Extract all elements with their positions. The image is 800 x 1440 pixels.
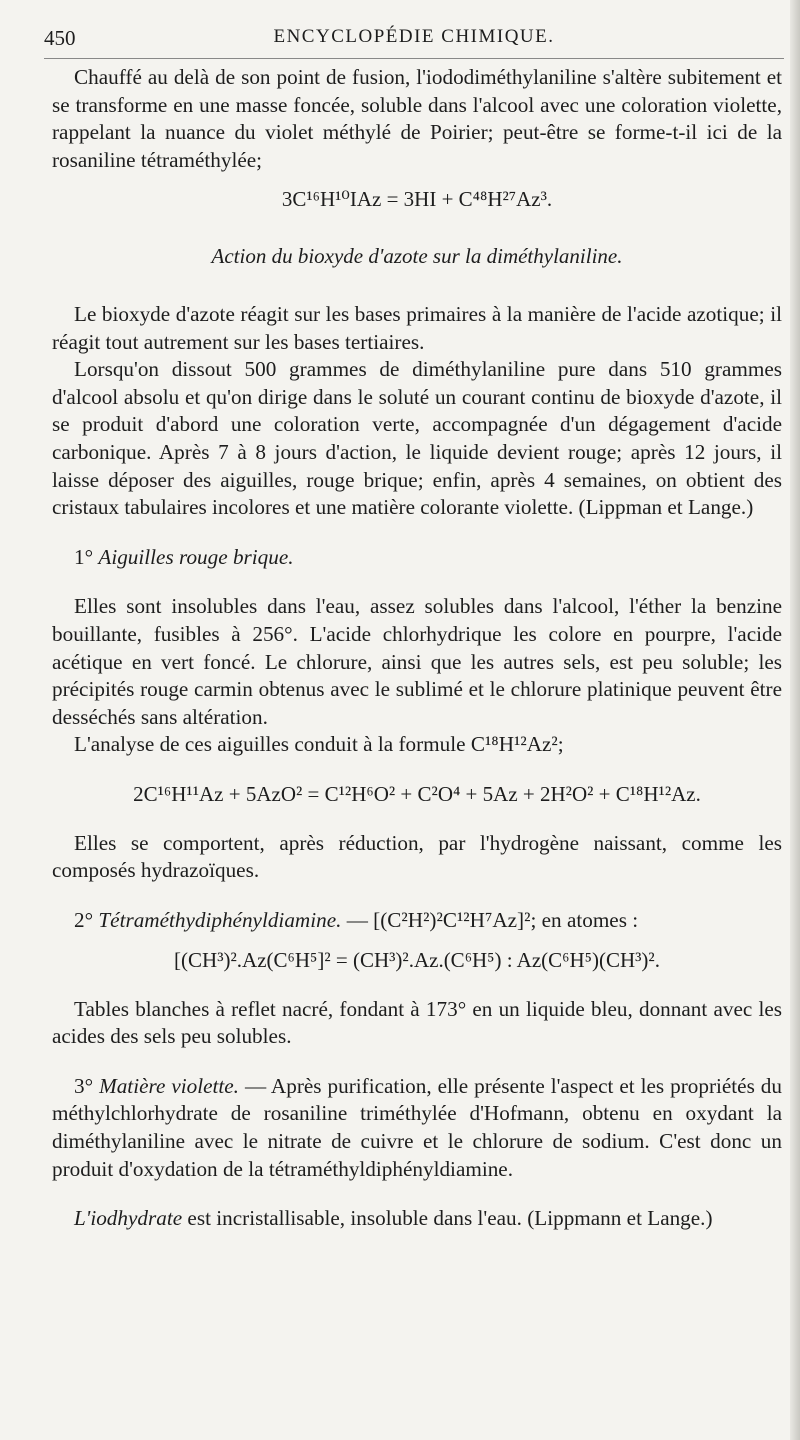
formula-2: 2C¹⁶H¹¹Az + 5AzO² = C¹²H⁶O² + C²O⁴ + 5Az + 2H²O² + C¹⁸H¹²Az.	[133, 781, 701, 806]
paragraph-iododimethylaniline: Chauffé au delà de son point de fusion, l'iododiméthylaniline s'altère subitement et se transforme en une masse foncée, soluble dans l'alcool avec une coloration violette, rappelant la nuance du violet méthylé de Poirier; peut-être se forme-t-il ici de la rosaniline tétraméthylée;	[52, 65, 782, 172]
section-heading: Action du bioxyde d'azote sur la diméthylaniline.	[211, 244, 623, 269]
paragraph-analyse: L'analyse de ces aiguilles conduit à la formule C¹⁸H¹²Az²;	[74, 732, 564, 757]
subheading-title: Aiguilles rouge brique.	[98, 544, 294, 569]
paragraph-dissolution: Lorsqu'on dissout 500 grammes de diméthylaniline pure dans 510 grammes d'alcool absolu et qu'on dirige dans le soluté un courant continu de bioxyde d'azote, il se produit d'abord une coloration verte, accompagnée d'un dégagement d'acide carbonique. Après 7 à 8 jours d'action, le liquide devient rouge; après 12 jours, il laisse déposer des aiguilles, rouge brique; enfin, après 4 semaines, on obtient des cristaux tabulaires incolores et une matière colorante violette. (Lippman et Lange.)	[52, 357, 782, 520]
subheading-aiguilles	[52, 544, 782, 572]
paragraph-iodhydrate	[52, 1205, 782, 1233]
paragraph-tables-blanches: Tables blanches à reflet nacré, fondant à 173° en un liquide bleu, donnant avec les acides des sels peu solubles.	[52, 996, 782, 1049]
formula-3: [(CH³)².Az(C⁶H⁵]² = (CH³)².Az.(C⁶H⁵) : Az(C⁶H⁵)(CH³)².	[174, 947, 660, 972]
page-header	[44, 26, 784, 56]
page-edge-shadow	[790, 0, 800, 1440]
subheading-number: 2°	[74, 908, 94, 933]
page-body	[52, 64, 782, 1233]
paragraph-text: — Après purification, elle présente l'aspect et les propriétés du méthylchlorhydrate de rosaniline triméthylée d'Hofmann, obtenu en oxydant la diméthylaniline avec le nitrate de cuivre et le chlorure de sodium. C'est donc un produit d'oxydation de la tétraméthyldiphényldiamine.	[52, 1073, 782, 1181]
paragraph-aiguilles-properties: Elles sont insolubles dans l'eau, assez solubles dans l'alcool, l'éther la benzine bouillante, fusibles à 256°. L'acide chlorhydrique les colore en pourpre, l'acide acétique en vert foncé. Le chlorure, ainsi que les autres sels, est peu soluble; les précipités rouge carmin obtenus avec le sublimé et le chlorure platinique peuvent être desséchés sans altération.	[52, 594, 782, 729]
paragraph-matiere-violette	[52, 1073, 782, 1183]
running-title: ENCYCLOPÉDIE CHIMIQUE.	[273, 26, 555, 47]
header-rule	[44, 58, 784, 59]
subheading-title: Matière violette.	[99, 1073, 239, 1098]
formula-1: 3C¹⁶H¹⁰IAz = 3HI + C⁴⁸H²⁷Az³.	[281, 187, 553, 212]
page-number: 450	[44, 26, 76, 50]
subheading-number: 3°	[74, 1073, 94, 1098]
paragraph-text: est incristallisable, insoluble dans l'eau. (Lippmann et Lange.)	[182, 1206, 713, 1231]
subheading-number: 1°	[74, 544, 94, 569]
subheading-tetramethyl	[52, 907, 782, 935]
subheading-title: Tétraméthydiphényldiamine.	[98, 908, 342, 933]
paragraph-bioxyde: Le bioxyde d'azote réagit sur les bases primaires à la manière de l'acide azotique; il réagit tout autrement sur les bases tertiaires.	[52, 301, 782, 354]
term-iodhydrate: L'iodhydrate	[74, 1206, 183, 1231]
subheading-formula: — [(C²H²)²C¹²H⁷Az]²; en atomes :	[341, 908, 639, 933]
paragraph-reduction: Elles se comportent, après réduction, par l'hydrogène naissant, comme les composés hydrazoïques.	[52, 830, 782, 883]
